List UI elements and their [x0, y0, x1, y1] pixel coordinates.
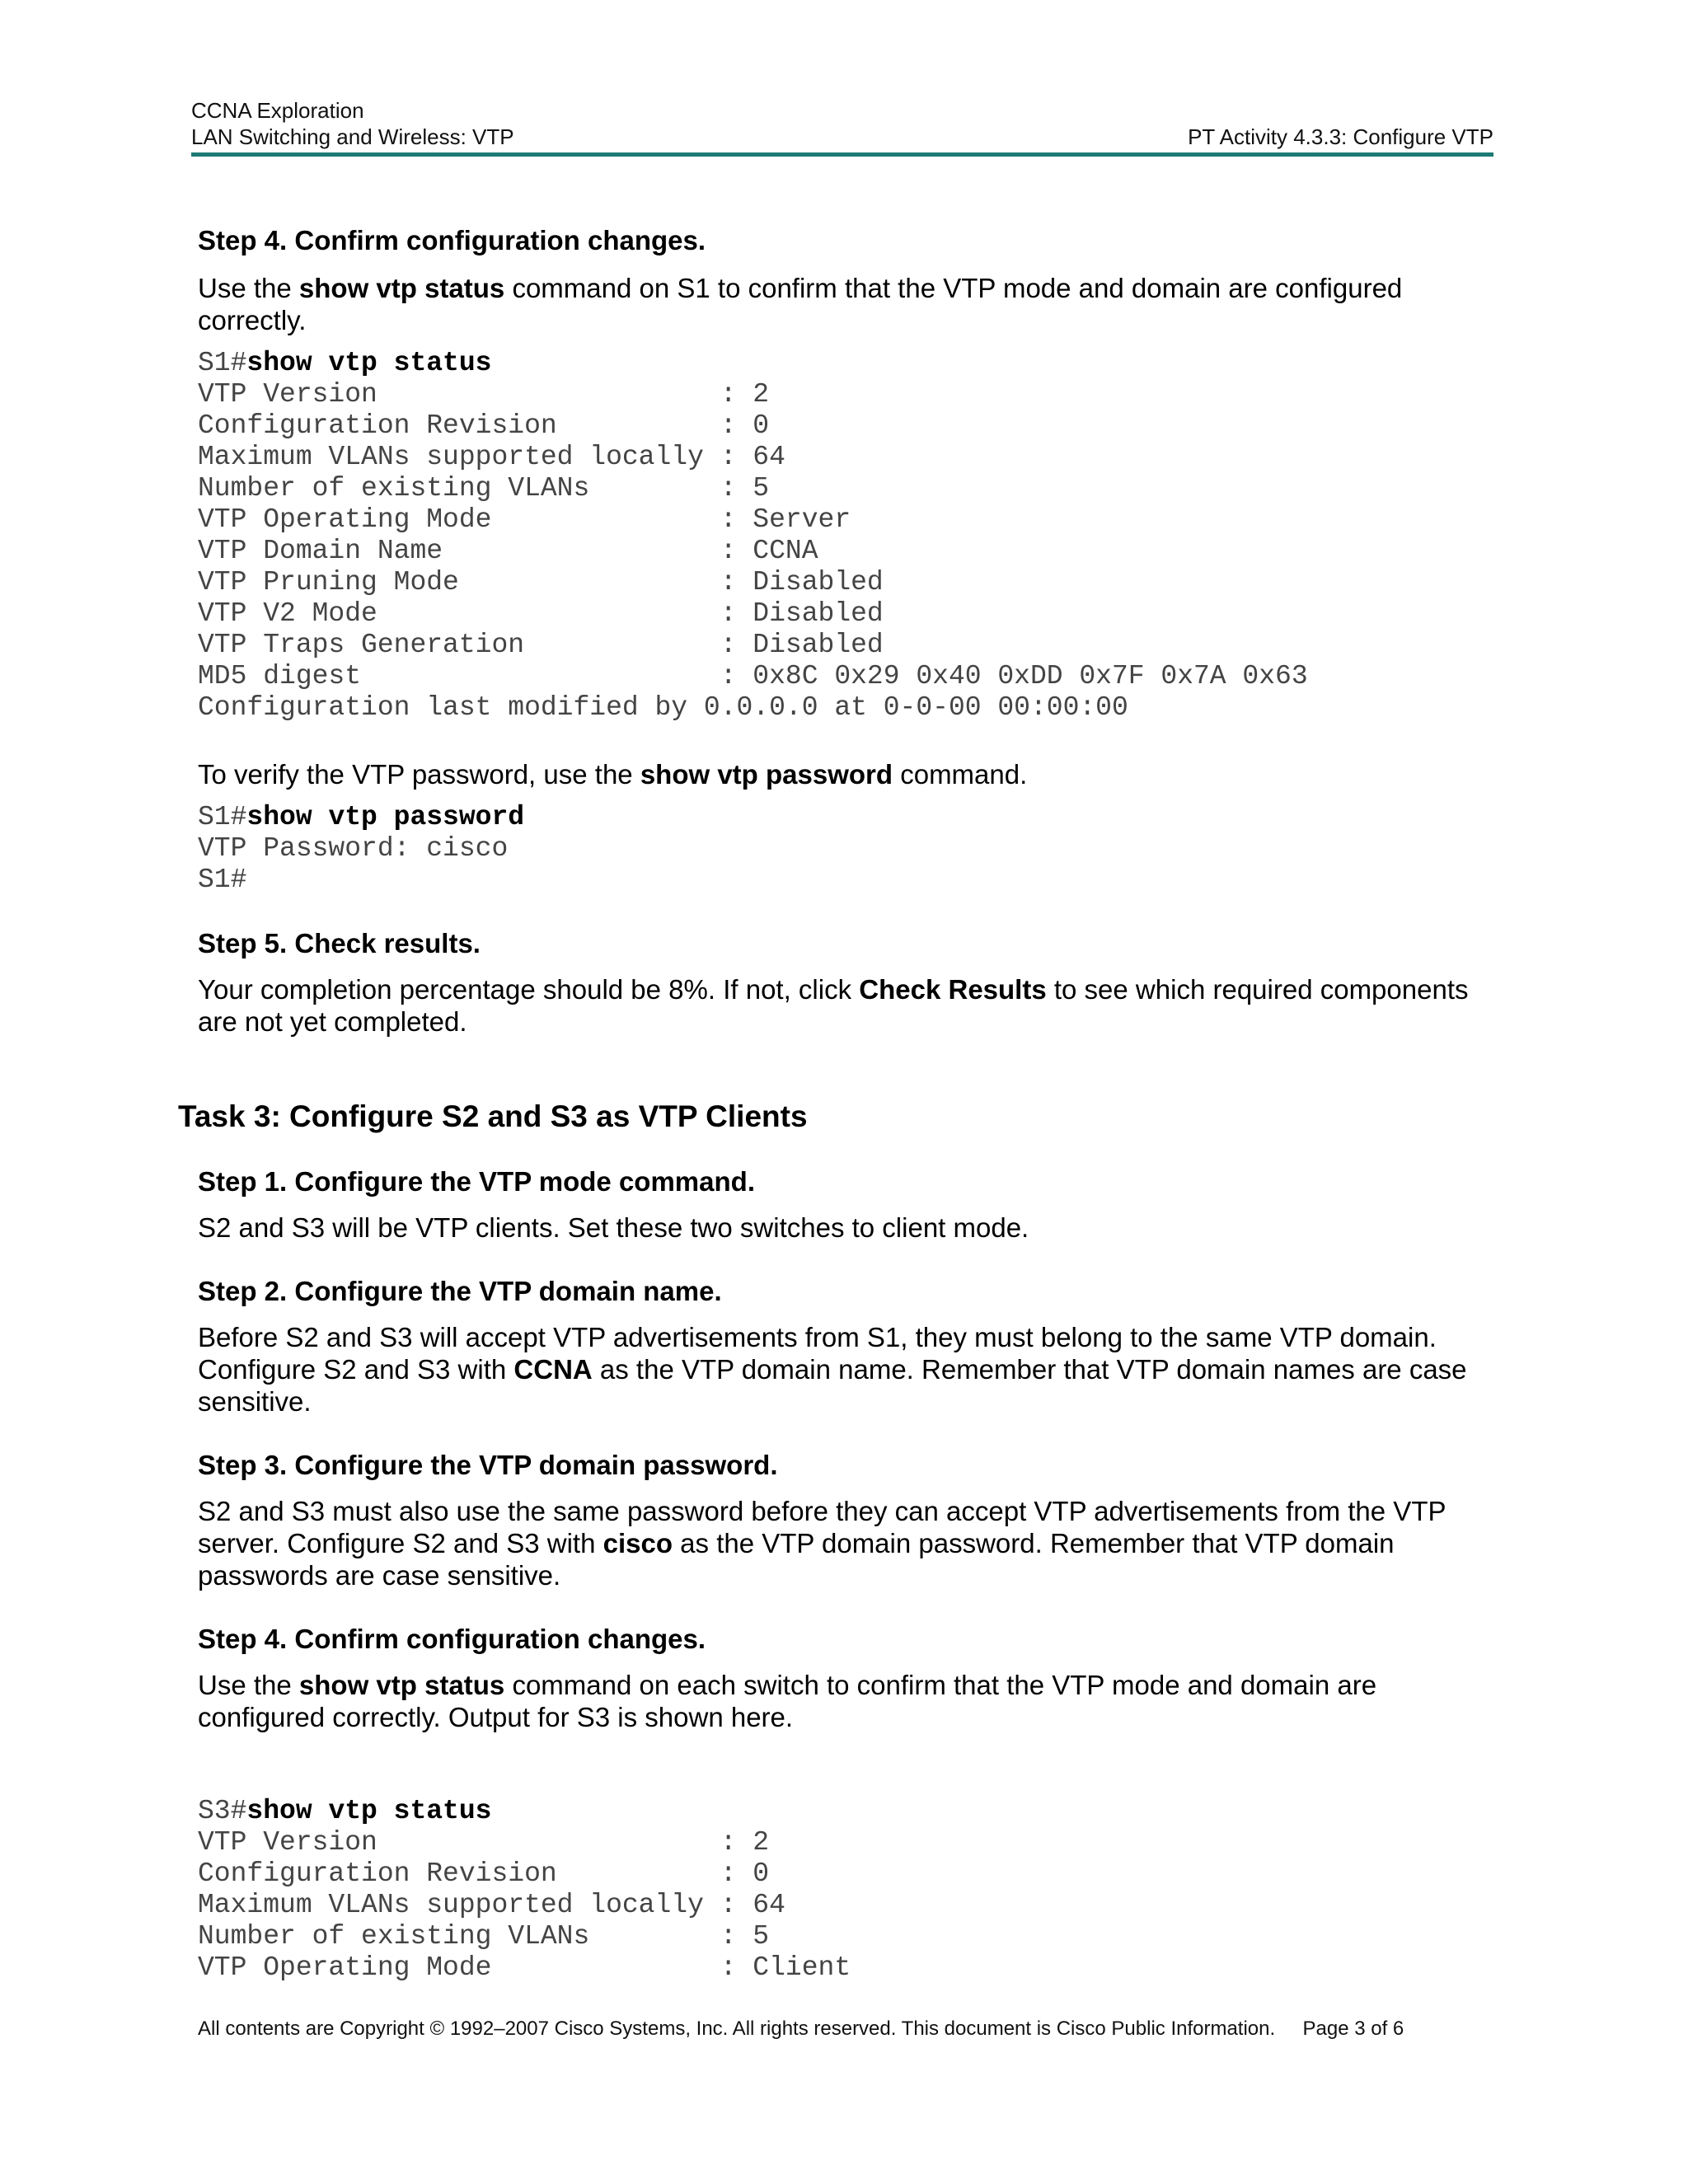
- cli-line: VTP Traps Generation : Disabled: [198, 630, 884, 660]
- cli-line: VTP Version : 2: [198, 1827, 770, 1858]
- cli-line: Maximum VLANs supported locally : 64: [198, 442, 785, 472]
- cli-line: VTP Pruning Mode : Disabled: [198, 567, 884, 598]
- step-heading: Step 4. Confirm configuration changes.: [198, 1624, 706, 1654]
- header-course: CCNA Exploration: [191, 98, 364, 123]
- cli-status-lines: [198, 1827, 1500, 1984]
- step-heading: Step 4. Confirm configuration changes.: [198, 225, 706, 255]
- cli-line: VTP Operating Mode : Server: [198, 504, 851, 535]
- step-heading: Step 2. Configure the VTP domain name.: [198, 1276, 722, 1306]
- cli-line: Number of existing VLANs : 5: [198, 473, 770, 504]
- cli-prompt-line: S3#show vtp status: [198, 1796, 492, 1826]
- cli-line: Maximum VLANs supported locally : 64: [198, 1890, 785, 1920]
- cli-output: [198, 1796, 1500, 1984]
- paragraph: Before S2 and S3 will accept VTP advertisements from S1, they must belong to the same VTP domain. Configure S2 and S3 with CCNA as the VTP domain name. Remember that VTP domain names are case sensitive.: [198, 1322, 1467, 1417]
- cli-prompt-line: S1#show vtp password: [198, 802, 525, 832]
- cli-line: S1#: [198, 865, 247, 895]
- cli-line: VTP Operating Mode : Client: [198, 1952, 851, 1983]
- paragraph: Use the show vtp status command on S1 to confirm that the VTP mode and domain are configured correctly.: [198, 273, 1403, 335]
- page-footer: [198, 2017, 1404, 2041]
- cli-line: VTP Version : 2: [198, 379, 770, 410]
- cli-line: Configuration last modified by 0.0.0.0 at 0-0-00 00:00:00: [198, 692, 1128, 723]
- header-activity: PT Activity 4.3.3: Configure VTP: [1188, 124, 1493, 149]
- document-body: [178, 224, 1500, 1984]
- page-header: [191, 97, 1493, 150]
- header-divider: [191, 152, 1493, 157]
- step-heading: Step 3. Configure the VTP domain password.: [198, 1450, 778, 1480]
- cli-prompt-line: S1#show vtp status: [198, 348, 492, 378]
- step-heading: Step 5. Check results.: [198, 928, 481, 958]
- task-heading: Task 3: Configure S2 and S3 as VTP Clients: [178, 1099, 808, 1133]
- cli-output: [198, 348, 1500, 724]
- step-heading: Step 1. Configure the VTP mode command.: [198, 1166, 755, 1197]
- cli-line: Configuration Revision : 0: [198, 1858, 770, 1889]
- paragraph: S2 and S3 will be VTP clients. Set these two switches to client mode.: [198, 1212, 1029, 1243]
- footer-copyright: All contents are Copyright © 1992–2007 Cisco Systems, Inc. All rights reserved. This document is Cisco Public Information.: [198, 2018, 1276, 2040]
- header-row: [191, 124, 1493, 150]
- cli-line: VTP Domain Name : CCNA: [198, 536, 818, 566]
- cli-line: VTP Password: cisco: [198, 833, 509, 864]
- cli-line: Configuration Revision : 0: [198, 410, 770, 441]
- header-module: LAN Switching and Wireless: VTP: [191, 124, 514, 149]
- paragraph: To verify the VTP password, use the show vtp password command.: [198, 759, 1028, 790]
- cli-line: Number of existing VLANs : 5: [198, 1921, 770, 1952]
- paragraph: S2 and S3 must also use the same password before they can accept VTP advertisements from the VTP server. Configure S2 and S3 with cisco as the VTP domain password. Remember that VTP domain passwords are case sensitive.: [198, 1496, 1446, 1591]
- cli-status-lines: [198, 379, 1500, 724]
- footer-page-number: Page 3 of 6: [1302, 2018, 1404, 2040]
- paragraph: Your completion percentage should be 8%. If not, click Check Results to see which required components are not yet completed.: [198, 974, 1469, 1037]
- paragraph: Use the show vtp status command on each switch to confirm that the VTP mode and domain are configured correctly. Output for S3 is shown here.: [198, 1670, 1377, 1732]
- cli-line: MD5 digest : 0x8C 0x29 0x40 0xDD 0x7F 0x7A 0x63: [198, 661, 1308, 691]
- cli-line: VTP V2 Mode : Disabled: [198, 598, 884, 629]
- cli-output: [198, 802, 1500, 896]
